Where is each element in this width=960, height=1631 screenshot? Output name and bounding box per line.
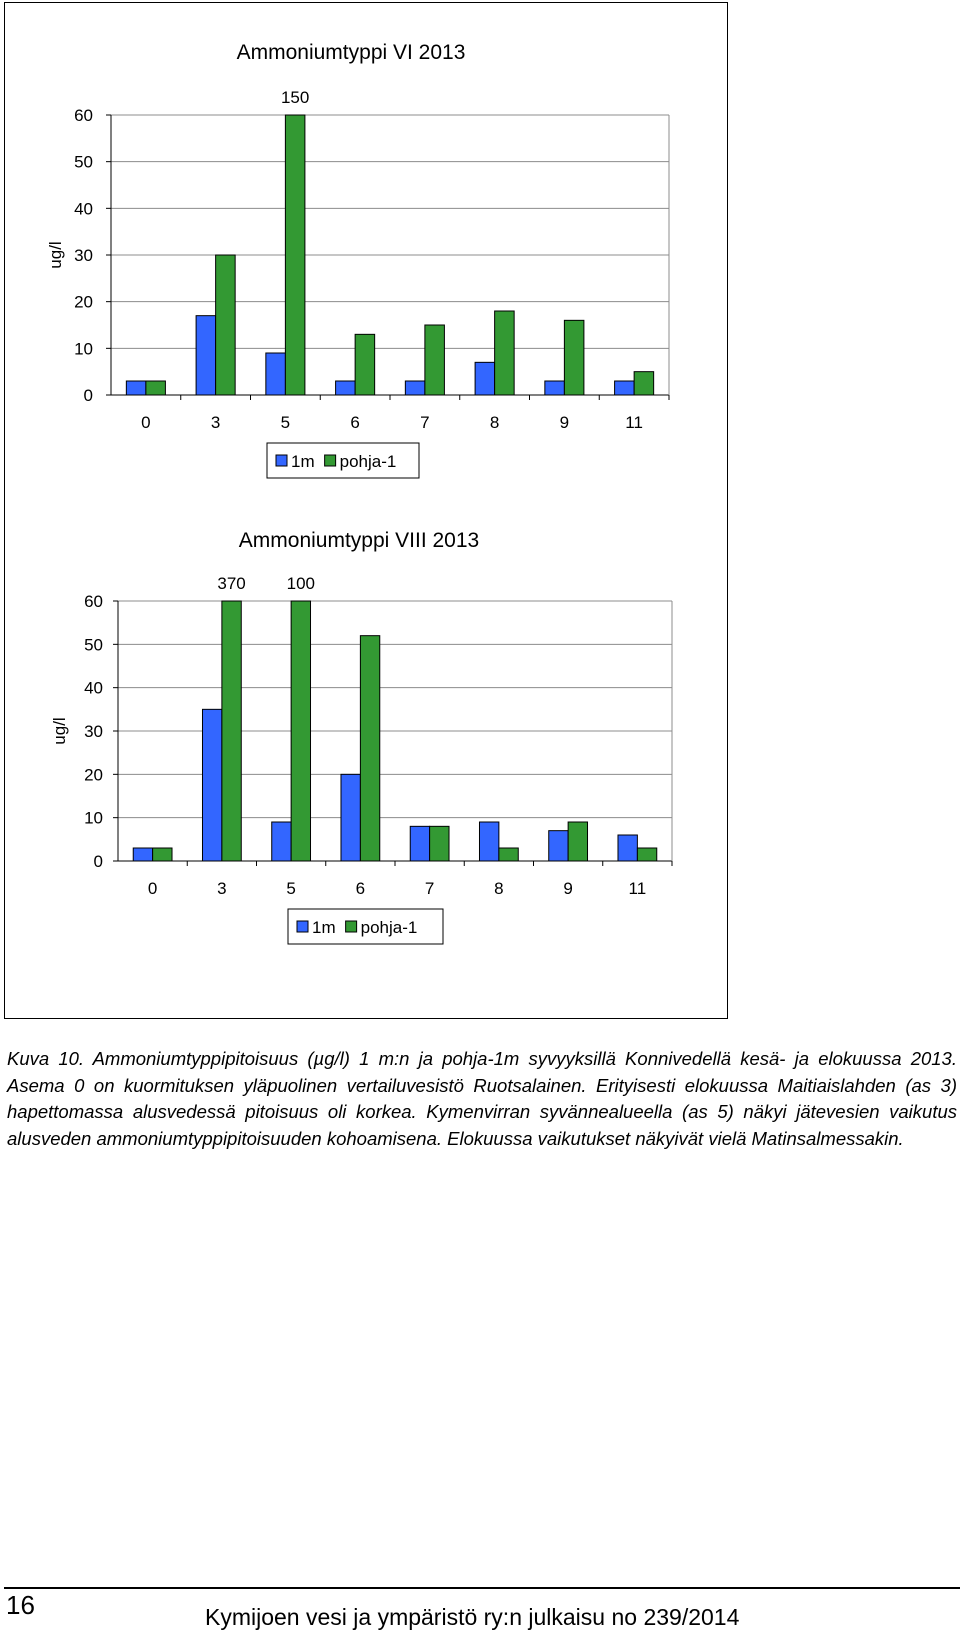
legend-swatch	[276, 455, 287, 466]
bar-value-label: 100	[286, 574, 316, 593]
bar-1m-7	[410, 826, 429, 861]
bar-1m-3	[196, 316, 216, 395]
y-axis-label: ug/l	[50, 717, 69, 745]
bar-pohja1-0	[146, 381, 166, 395]
chart-title: Ammoniumtyppi VIII 2013	[238, 529, 480, 552]
bar-pohja1-8	[495, 311, 515, 395]
chart-1	[46, 41, 669, 478]
y-axis-label: ug/l	[46, 241, 65, 269]
legend-swatch	[297, 921, 308, 932]
bar-pohja1-6	[355, 334, 375, 395]
bar-1m-11	[618, 835, 637, 861]
bar-pohja1-0	[153, 848, 172, 861]
y-tick-label: 50	[84, 635, 103, 655]
bar-pohja1-7	[425, 325, 445, 395]
y-tick-label: 50	[74, 152, 93, 172]
x-tick-label: 8	[489, 413, 500, 432]
bar-1m-9	[549, 831, 568, 861]
bar-1m-6	[341, 774, 360, 861]
x-tick-label: 9	[559, 413, 570, 432]
page-number: 16	[6, 1590, 35, 1620]
bar-1m-11	[615, 381, 635, 395]
bar-pohja1-5	[291, 601, 310, 861]
y-tick-label: 0	[93, 852, 103, 871]
bar-pohja1-7	[430, 826, 449, 861]
y-tick-label: 60	[74, 106, 93, 125]
bar-1m-0	[133, 848, 152, 861]
x-tick-label: 7	[420, 413, 430, 432]
legend	[267, 443, 419, 478]
x-tick-label: 6	[355, 879, 366, 898]
x-tick-label: 7	[424, 879, 435, 898]
x-tick-label: 3	[210, 413, 221, 432]
y-tick-label: 30	[74, 246, 93, 265]
x-tick-label: 6	[350, 413, 360, 432]
bar-pohja1-8	[499, 848, 518, 861]
publication-title: Kymijoen vesi ja ympäristö ry:n julkaisu no 239/2014	[205, 1604, 740, 1630]
figure-caption: Kuva 10. Ammoniumtyppipitoisuus (µg/l) 1 m:n ja pohja-1m syvyyksillä Konnivedellä kesä- ja elokuussa 2013. Asema 0 on kuormituksen yläpuolinen vertailuvesistö Ruotsalainen. Erityisesti elokuussa Maitiaislahden (as 3) hapettomassa alusvedessä pitoisuus oli korkea. Kymenvirran syvännealueella (as 5) näkyi jätevesien vaikutus alusveden ammoniumtyppipitoisuuden kohoamisena. Elokuussa vaikutukset näkyivät vielä Matinsalmessakin.	[7, 1048, 957, 1149]
x-tick-label: 9	[563, 879, 573, 898]
bar-1m-8	[475, 362, 495, 395]
chart-2	[50, 529, 672, 944]
x-tick-label: 3	[217, 879, 227, 898]
legend-label: 1m	[312, 918, 336, 937]
bar-pohja1-5	[285, 115, 305, 395]
x-tick-label: 5	[280, 413, 291, 432]
y-tick-label: 20	[74, 292, 93, 312]
bar-1m-3	[202, 709, 221, 861]
y-tick-label: 0	[83, 386, 93, 405]
y-tick-label: 30	[84, 722, 103, 741]
bar-pohja1-11	[637, 848, 656, 861]
x-tick-label: 11	[625, 413, 643, 432]
bar-pohja1-9	[564, 320, 584, 395]
bar-value-label: 370	[217, 574, 246, 593]
chart-canvas	[5, 3, 727, 1018]
bar-pohja1-11	[634, 372, 654, 395]
bar-1m-0	[126, 381, 146, 395]
bar-pohja1-9	[568, 822, 587, 861]
legend-label: pohja-1	[360, 918, 418, 937]
y-tick-label: 20	[84, 765, 103, 785]
bar-1m-9	[545, 381, 565, 395]
bar-pohja1-3	[222, 601, 241, 861]
x-tick-label: 11	[628, 879, 647, 898]
x-tick-label: 0	[141, 413, 151, 432]
x-tick-label: 8	[494, 879, 504, 898]
y-tick-label: 10	[84, 808, 103, 828]
chart-frame	[4, 2, 728, 1019]
chart-title: Ammoniumtyppi VI 2013	[236, 41, 466, 64]
y-tick-label: 40	[84, 678, 103, 698]
x-tick-label: 5	[286, 879, 296, 898]
bar-1m-5	[272, 822, 291, 861]
legend-swatch	[325, 455, 336, 466]
footer-divider	[4, 1587, 960, 1589]
legend-swatch	[346, 921, 357, 932]
bar-pohja1-3	[216, 255, 236, 395]
y-tick-label: 40	[74, 199, 93, 219]
bar-1m-5	[266, 353, 286, 395]
legend	[288, 909, 443, 944]
y-tick-label: 10	[74, 339, 93, 359]
legend-label: pohja-1	[339, 452, 397, 471]
x-tick-label: 0	[147, 879, 158, 898]
bar-pohja1-6	[360, 636, 379, 861]
bar-1m-8	[479, 822, 498, 861]
y-tick-label: 60	[84, 592, 103, 611]
legend-label: 1m	[291, 452, 315, 471]
bar-1m-6	[336, 381, 356, 395]
bar-1m-7	[405, 381, 425, 395]
bar-value-label: 150	[280, 88, 310, 107]
